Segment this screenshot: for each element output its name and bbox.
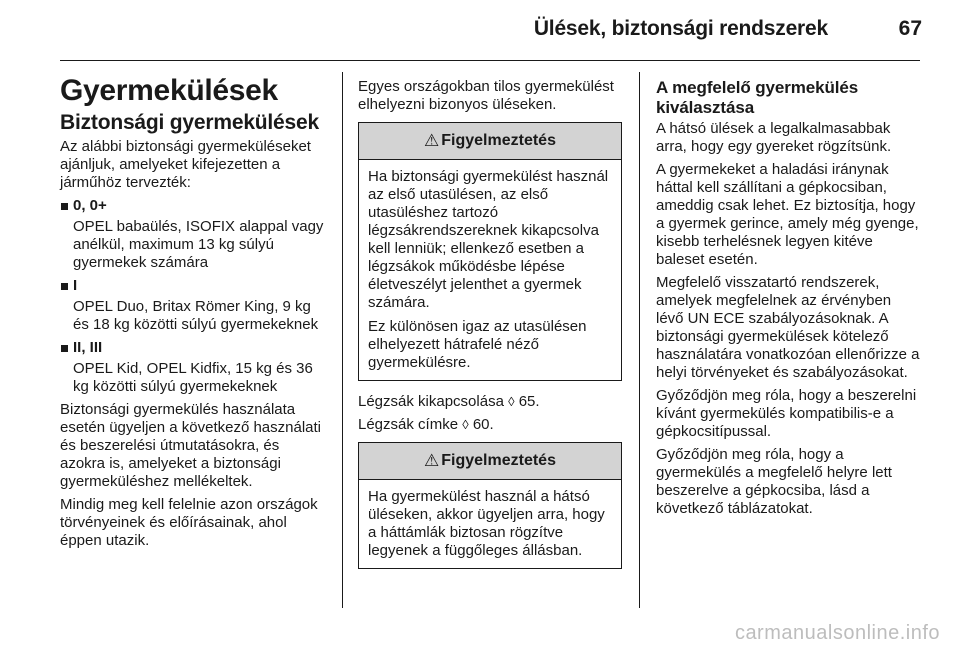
paragraph: Megfelelő visszatartó rendszerek, amelyek megfelelnek az érvényben lévő UN ECE szabályozásoknak. A biztonsági gyermekülések kötelező használatára vonatkozóan ellenőrizze a helyi törvényeket és szabályozásokat. [656, 274, 920, 381]
crossref-text: Légzsák kikapcsolása [358, 393, 504, 410]
list-item [60, 197, 324, 272]
warning-header [359, 443, 621, 480]
bullet-heading: I [60, 277, 324, 295]
intro-paragraph: Az alábbi biztonsági gyermeküléseket ajánljuk, amelyeket kifejezetten a járműhöz tervezték: [60, 138, 311, 191]
usage-paragraph: Biztonsági gyermekülés használata esetén ügyeljen a következő használati és beszerelési útmutatásokra, és azokra is, amelyeket a biztonsági gyermeküléshez mellékeltek. [60, 401, 322, 490]
header-rule [60, 60, 920, 61]
list-item [60, 339, 324, 396]
column-divider [639, 72, 640, 608]
warning-box [358, 442, 622, 569]
bullet-heading: 0, 0+ [60, 197, 324, 215]
warning-text: Ha biztonsági gyermekülést használ az első utasülésen, az első utasüléshez tartozó légzsákrendszereknek kikapcsolva kell lenniük; ellenkező esetben a légzsákok működésbe lépése életveszélyt jelenthet a gyermek számára. [368, 168, 609, 311]
crossref-text: Légzsák címke [358, 416, 459, 433]
warning-title: Figyelmeztetés [441, 452, 556, 469]
paragraph: Győződjön meg róla, hogy a beszerelni kívánt gyermekülés kompatibilis-e a gépkocsitípussal. [656, 387, 917, 440]
warning-body [359, 480, 621, 568]
list-item [60, 277, 324, 334]
subsection-title: A megfelelő gyermekülés kiválasztása [656, 78, 859, 117]
bullet-text: OPEL Duo, Britax Römer King, 9 kg és 18 kg közötti súlyú gyermekeknek [73, 298, 319, 333]
page-number: 67 [898, 17, 922, 40]
diamond-arrow-icon: ◊ [508, 394, 515, 409]
bullet-text: OPEL Kid, OPEL Kidfix, 15 kg és 36 kg közötti súlyú gyermekeknek [73, 360, 313, 395]
header-title: Ülések, biztonsági rendszerek [533, 17, 828, 40]
subsection-title: Biztonsági gyermekülések [60, 111, 319, 134]
section-title: Gyermekülések [60, 74, 278, 107]
cross-reference [358, 393, 622, 411]
cross-reference [358, 416, 622, 434]
column-2 [358, 78, 622, 581]
crossref-page[interactable]: 60. [472, 416, 494, 433]
warning-text: Ez különösen igaz az utasülésen elhelyezett hátrafelé néző gyermekülésre. [368, 318, 587, 371]
warning-triangle-icon: ⚠ [424, 451, 440, 470]
page-header [0, 0, 960, 62]
warning-text: Ha gyermekülést használ a hátsó üléseken, akkor ügyeljen arra, hogy a háttámlák biztosan rögzítve legyenek a függőleges állásban. [368, 488, 605, 559]
crossref-page[interactable]: 65. [518, 393, 540, 410]
warning-body [359, 160, 621, 380]
warning-header [359, 123, 621, 160]
diamond-arrow-icon: ◊ [462, 417, 469, 432]
laws-paragraph: Mindig meg kell felelnie azon országok törvényeinek és előírásainak, ahol éppen utazik. [60, 496, 318, 549]
paragraph: Győződjön meg róla, hogy a gyermekülés a megfelelő helyre lett beszerelve a gépkocsiba, lásd a következő táblázatokat. [656, 446, 892, 517]
intro-paragraph: Egyes országokban tilos gyermekülést elhelyezni bizonyos üléseken. [358, 78, 614, 113]
column-1 [60, 74, 324, 555]
warning-triangle-icon: ⚠ [424, 131, 440, 150]
bullet-heading: II, III [60, 339, 324, 357]
watermark: carmanualsonline.info [734, 622, 940, 644]
paragraph: A hátsó ülések a legalkalmasabbak arra, hogy egy gyereket rögzítsünk. [656, 120, 892, 155]
warning-box [358, 122, 622, 381]
warning-title: Figyelmeztetés [441, 132, 556, 149]
paragraph: A gyermekeket a haladási iránynak háttal kell szállítani a gépkocsiban, ameddig csak lehet. Ez biztosítja, hogy a gyermek gerince, amely még gyenge, kisebb terhelésnek legyen kitéve baleset esetén. [656, 161, 919, 268]
column-divider [342, 72, 343, 608]
column-3 [656, 78, 920, 523]
bullet-text: OPEL babaülés, ISOFIX alappal vagy anélkül, maximum 13 kg súlyú gyermekek számára [73, 218, 324, 271]
